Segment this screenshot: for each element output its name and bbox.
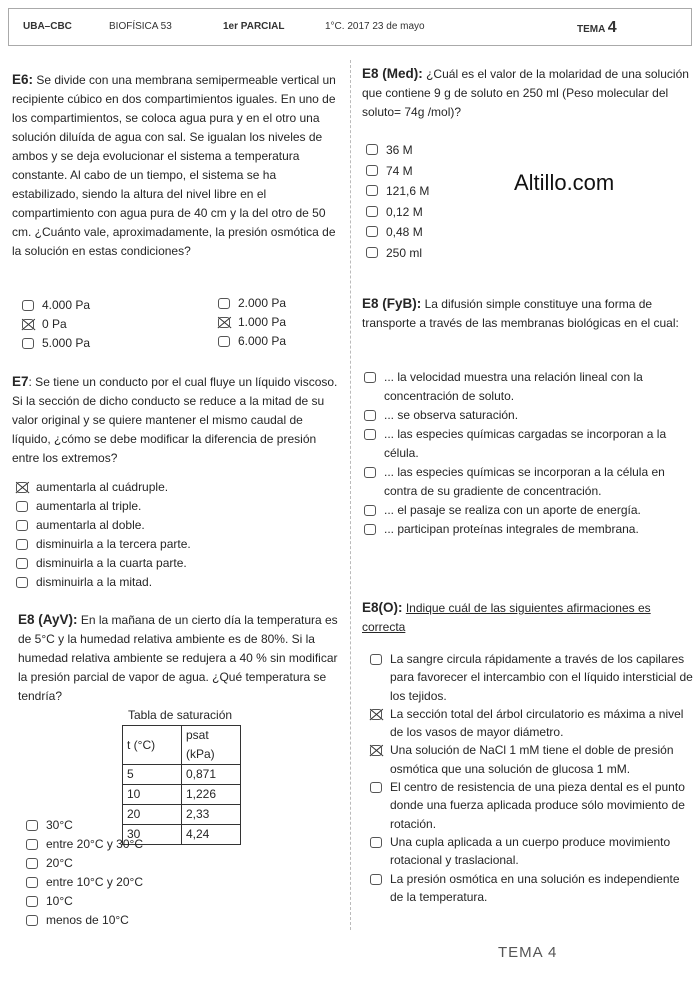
checkbox-icon[interactable] [370,654,382,665]
checkbox-icon[interactable] [26,820,38,831]
option[interactable]: 0,12 M [364,202,504,223]
checkbox-icon[interactable] [26,896,38,907]
option-6000pa[interactable]: 6.000 Pa [216,332,346,351]
e8-fyb-options [362,368,696,539]
checkbox-icon[interactable] [16,520,28,531]
checkbox-icon[interactable] [16,539,28,550]
table-row: 10 1,226 [123,785,241,805]
exam-header [8,8,692,46]
option[interactable]: aumentarla al doble. [14,516,344,535]
checkbox-icon[interactable] [366,206,378,217]
checkbox-icon[interactable] [364,429,376,440]
e8-med-options [364,140,504,263]
checkbox-icon[interactable] [364,372,376,383]
option-4000pa[interactable]: 4.000 Pa [20,296,170,315]
question-code: E8 (FyB): [362,296,422,311]
checkbox-icon[interactable] [26,877,38,888]
question-e8-fyb [362,294,692,333]
checked-box-icon[interactable] [370,709,382,720]
question-text: : Se tiene un conducto por el cual fluye un líquido viscoso. Si la sección de dicho conducto se reduce a la mitad de su valor original y se quiere mantener el mismo caudal de líquido, ¿cómo se debe modificar la diferencia de presión entre los extremos? [12,375,338,465]
checkbox-icon[interactable] [16,558,28,569]
checked-box-icon[interactable] [22,319,34,330]
checkbox-icon[interactable] [370,874,382,885]
question-e8-o [362,598,696,637]
tema-label: TEMA 4 [577,19,617,36]
question-e6 [12,70,342,261]
subject-label: BIOFÍSICA 53 [109,21,172,32]
question-code: E6: [12,72,34,87]
option-2000pa[interactable]: 2.000 Pa [216,294,346,313]
question-e8-ayv [18,610,344,845]
option[interactable]: disminuirla a la cuarta parte. [14,554,344,573]
checked-box-icon[interactable] [16,482,28,493]
option[interactable]: La presión osmótica en una solución es independiente de la temperatura. [368,870,696,907]
university-label: UBA–CBC [23,21,72,32]
option[interactable]: 121,6 M [364,181,504,202]
option[interactable]: menos de 10°C [24,911,324,930]
checkbox-icon[interactable] [364,524,376,535]
checkbox-icon[interactable] [366,185,378,196]
checked-box-icon[interactable] [370,745,382,756]
checkbox-icon[interactable] [364,467,376,478]
question-code: E8 (Med): [362,66,423,81]
option[interactable]: 74 M [364,161,504,182]
table-row: 5 0,871 [123,765,241,785]
checkbox-icon[interactable] [370,782,382,793]
checkbox-icon[interactable] [26,839,38,850]
question-text: Se divide con una membrana semipermeable vertical un recipiente cúbico en dos compartimientos iguales. En uno de los compartimientos, se coloca agua pura y en el otro una solución diluída de agua con sal. Se igualan los niveles de ambos y se deja evolucionar el sistema a temperatura constante. Al cabo de un tiempo, el sistema se ha estabilizado, siendo la altura del nivel libre en el compartimiento con agua pura de 40 cm y la del otro de 50 cm. ¿Cuánto vale, aproximadamente, la presión osmótica de la solución en estas condiciones? [12,73,336,258]
option[interactable]: 250 ml [364,243,504,264]
option[interactable]: ... la velocidad muestra una relación lineal con la concentración de soluto. [362,368,696,406]
question-text: La difusión simple constituye una forma de transporte a través de las membranas biológicas en el cual: [362,297,679,330]
checkbox-icon[interactable] [366,144,378,155]
column-divider [350,60,351,930]
checkbox-icon[interactable] [364,410,376,421]
table-caption: Tabla de saturación [128,708,233,722]
question-code: E7 [12,374,29,389]
e8-o-options [368,650,696,906]
checkbox-icon[interactable] [26,915,38,926]
checkbox-icon[interactable] [22,300,34,311]
question-text: Indique cuál de las siguientes afirmaciones es correcta [362,601,651,634]
option-0pa[interactable]: 0 Pa [20,315,170,334]
question-e7 [12,372,342,468]
table-header-row: t (°C) psat (kPa) [123,726,241,765]
option-5000pa[interactable]: 5.000 Pa [20,334,170,353]
option[interactable]: ... las especies químicas se incorporan a la célula en contra de su gradiente de concentración. [362,463,696,501]
option[interactable]: aumentarla al triple. [14,497,344,516]
checkbox-icon[interactable] [22,338,34,349]
watermark: Altillo.com [514,170,615,195]
question-text: ¿Cuál es el valor de la molaridad de una solución que contiene 9 g de soluto en 250 ml (Peso molecular del soluto= 74g /mol)? [362,67,689,119]
option[interactable]: ... las especies químicas cargadas se incorporan a la célula. [362,425,696,463]
table-row: 30 4,24 [123,825,241,845]
option[interactable]: 0,48 M [364,222,504,243]
e7-options [14,478,344,592]
checkbox-icon[interactable] [218,336,230,347]
option[interactable]: 36 M [364,140,504,161]
checkbox-icon[interactable] [16,501,28,512]
exam-label: 1er PARCIAL [223,21,285,32]
question-code: E8(O): [362,600,403,615]
option[interactable]: ... se observa saturación. [362,406,696,425]
checkbox-icon[interactable] [366,226,378,237]
checkbox-icon[interactable] [218,298,230,309]
question-text: En la mañana de un cierto día la temperatura es de 5°C y la humedad relativa ambiente es de 80%. Si la humedad relativa ambiente se redujera a 40 % sin modificar la presión parcial de vapor de agua. ¿Qué temperatura se tendría? [18,613,338,703]
checkbox-icon[interactable] [370,837,382,848]
date-label: 1°C. 2017 23 de mayo [325,21,425,32]
option[interactable]: 30°C [24,816,324,835]
option[interactable]: ... participan proteínas integrales de membrana. [362,520,696,539]
checked-box-icon[interactable] [218,317,230,328]
option[interactable]: ... el pasaje se realiza con un aporte de energía. [362,501,696,520]
checkbox-icon[interactable] [366,247,378,258]
e6-options-right [216,294,346,351]
checkbox-icon[interactable] [16,577,28,588]
option[interactable]: Una cupla aplicada a un cuerpo produce movimiento rotacional y traslacional. [368,833,696,870]
option[interactable]: entre 10°C y 20°C [24,873,324,892]
question-code: E8 (AyV): [18,612,78,627]
option[interactable]: La sección total del árbol circulatorio es máxima a nivel de los vasos de mayor diámetro. [368,705,696,742]
table-row: 20 2,33 [123,805,241,825]
option[interactable]: entre 20°C y 30°C [24,835,324,854]
checkbox-icon[interactable] [364,505,376,516]
e8-ayv-options [24,816,324,930]
option[interactable]: disminuirla a la tercera parte. [14,535,344,554]
option[interactable]: La sangre circula rápidamente a través de los capilares para favorecer el intercambio con el líquido intersticial de los tejidos. [368,650,696,705]
option[interactable]: disminuirla a la mitad. [14,573,344,592]
e6-options-left [20,296,170,353]
option[interactable]: 10°C [24,892,324,911]
checkbox-icon[interactable] [26,858,38,869]
checkbox-icon[interactable] [366,165,378,176]
option[interactable]: El centro de resistencia de una pieza dental es el punto donde una fuerza aplicada produce sólo movimiento de rotación. [368,778,696,833]
footer-tema: TEMA 4 [498,944,558,961]
option-1000pa[interactable]: 1.000 Pa [216,313,346,332]
option[interactable]: 20°C [24,854,324,873]
option[interactable]: Una solución de NaCl 1 mM tiene el doble de presión osmótica que una solución de glucosa 1 mM. [368,741,696,778]
question-e8-med [362,64,692,122]
option[interactable]: aumentarla al cuádruple. [14,478,344,497]
